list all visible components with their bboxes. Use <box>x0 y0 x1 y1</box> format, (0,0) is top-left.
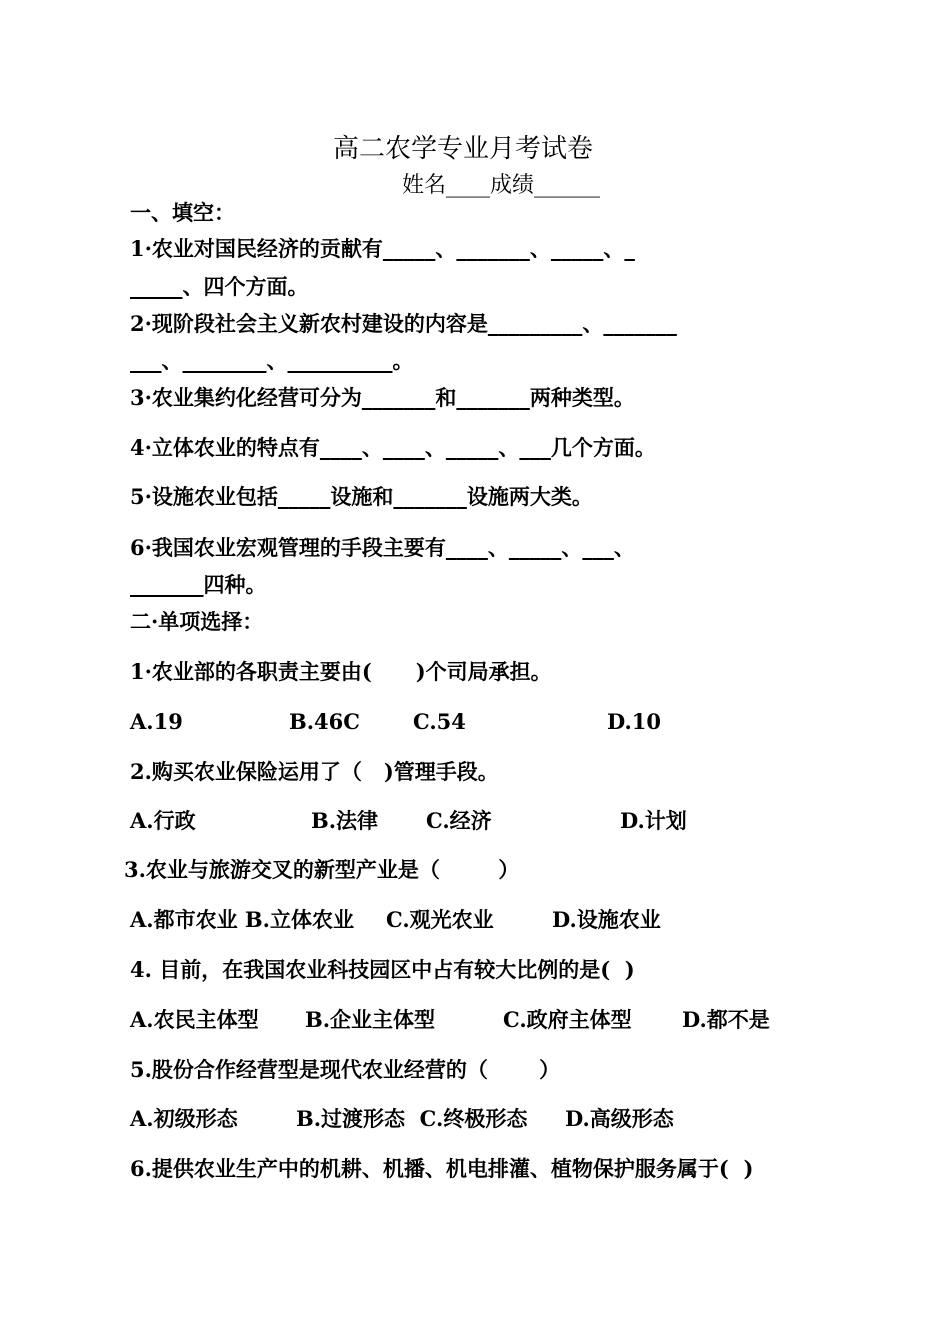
option-ab: A.都市农业 B.立体农业 <box>130 907 354 932</box>
fill-line: _______四种。 <box>130 572 267 597</box>
option-b: B.企业主体型 <box>305 1007 436 1032</box>
option-b: B.46C <box>289 709 360 734</box>
option-c: C.54 <box>413 709 466 734</box>
question-2: 2.购买农业保险运用了（ )管理手段。 <box>130 759 499 784</box>
fill-line: ___、________、__________。 <box>130 348 414 373</box>
section2-heading: 二·单项选择： <box>130 609 264 634</box>
option-c: C.经济 <box>426 808 492 833</box>
option-c: C.观光农业 <box>386 907 494 932</box>
option-d: D.计划 <box>620 808 687 833</box>
question-3: 3.农业与旅游交叉的新型产业是（ ） <box>124 857 520 882</box>
option-d: D.高级形态 <box>565 1106 674 1131</box>
option-d: D.设施农业 <box>552 907 661 932</box>
fill-line: _____、四个方面。 <box>130 274 309 299</box>
question-5: 5.股份合作经营型是现代农业经营的（ ） <box>130 1057 561 1082</box>
option-a: A.行政 <box>130 808 196 833</box>
fill-line: 3·农业集约化经营可分为_______和_______两种类型。 <box>130 385 635 410</box>
section1-heading: 一、填空： <box>130 200 235 225</box>
option-a: A.19 <box>130 709 183 734</box>
name-score-line: 姓名____成绩______ <box>402 173 601 198</box>
option-bc: B.过渡形态 C.终极形态 <box>296 1106 528 1131</box>
fill-line: 6·我国农业宏观管理的手段主要有____、_____、___、 <box>130 535 635 560</box>
option-a: A.初级形态 <box>130 1106 238 1131</box>
option-d: D.都不是 <box>682 1007 770 1032</box>
option-b: B.法律 <box>311 808 379 833</box>
fill-line: 4·立体农业的特点有____、____、_____、___几个方面。 <box>130 435 656 460</box>
option-d: D.10 <box>607 709 661 734</box>
question-6: 6.提供农业生产中的机耕、机播、机电排灌、植物保护服务属于( ) <box>130 1156 754 1181</box>
fill-line: 1·农业对国民经济的贡献有_____、_______、_____、_ <box>130 236 635 261</box>
question-4: 4. 目前，在我国农业科技园区中占有较大比例的是( ) <box>130 957 635 982</box>
option-a: A.农民主体型 <box>130 1007 259 1032</box>
fill-line: 5·设施农业包括_____设施和_______设施两大类。 <box>130 484 593 509</box>
fill-line: 2·现阶段社会主义新农村建设的内容是_________、_______ <box>130 311 677 336</box>
page-title: 高二农学专业月考试卷 <box>333 134 594 164</box>
question-1: 1·农业部的各职责主要由( )个司局承担。 <box>130 659 552 684</box>
option-c: C.政府主体型 <box>503 1007 632 1032</box>
